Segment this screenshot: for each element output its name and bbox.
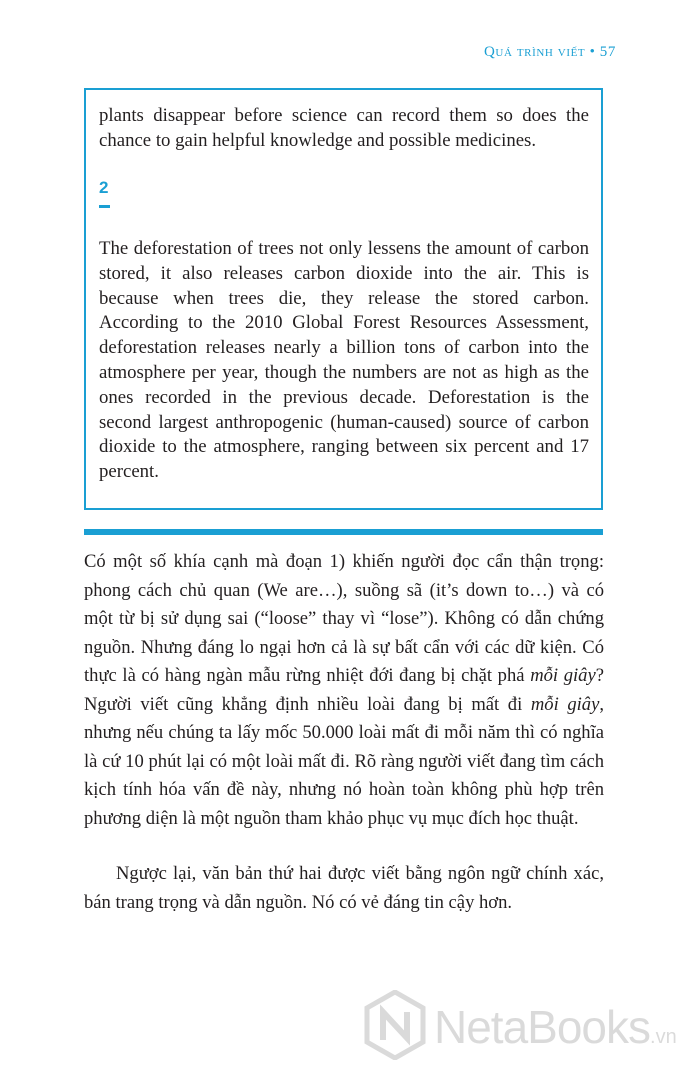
emphasis-text: mỗi giây [530,693,600,715]
watermark [364,990,694,1060]
box-paragraph-2: The deforestation of trees not only lessens the amount of carbon stored, it also releases carbon dioxide into the air. This is because when trees die, they release the stored carbon. According to the 2010 Global Forest Resources Assessment, deforestation releases nearly a billion tons of carbon into the atmosphere per year, though the numbers are not as high as the ones recorded in the previous decade. Deforestation is the second largest anthropogenic (human-caused) source of carbon dioxide to the atmosphere, ranging between six percent and 17 percent. [99,238,589,483]
emphasis-text: mỗi giây [530,665,596,686]
watermark-text [434,1000,677,1054]
watermark-brand: NetaBooks [434,1001,651,1053]
body-text: , nhưng nếu chúng ta lấy mốc 50.000 loài mất đi mỗi năm thì có nghĩa là cứ 10 phút lại có một loài mất đi. Rõ ràng người viết đang tìm cách kịch tính hóa vấn đề này, nhưng nó hoàn toàn không phù hợp trên phương diện là một nguồn tham khảo phục vụ mục đích học thuật. [84,693,604,829]
body-paragraph-1 [84,548,604,833]
body-text: ? Người viết cũng khẳng định nhiều loài đang bị mất đi [84,665,604,715]
quote-box [84,88,603,510]
watermark-tld: .vn [650,1026,677,1048]
running-header: Quá trình viết • 57 [483,44,616,60]
divider-rule [84,529,603,535]
box-paragraph-1: plants disappear before science can record them so does the chance to gain helpful knowledge and possible medicines. [99,105,589,151]
netabooks-logo-icon [364,990,426,1060]
section-underline [99,205,110,208]
body-text: Có một số khía cạnh mà đoạn 1) khiến người đọc cẩn thận trọng: phong cách chủ quan (We are…), suồng sã (it’s down to…) và có một từ bị sử dụng sai (“loose” thay vì “lose”). Không có dẫn chứng nguồn. Nhưng đáng lo ngại hơn cả là sự bất cẩn với các dữ kiện. Có thực là có hàng ngàn mẫu rừng nhiệt đới đang bị chặt phá [84,551,604,686]
section-number: 2 [99,178,109,197]
body-paragraph-2: Ngược lại, văn bản thứ hai được viết bằng ngôn ngữ chính xác, bán trang trọng và dẫn nguồn. Nó có vẻ đáng tin cậy hơn. [84,863,604,913]
